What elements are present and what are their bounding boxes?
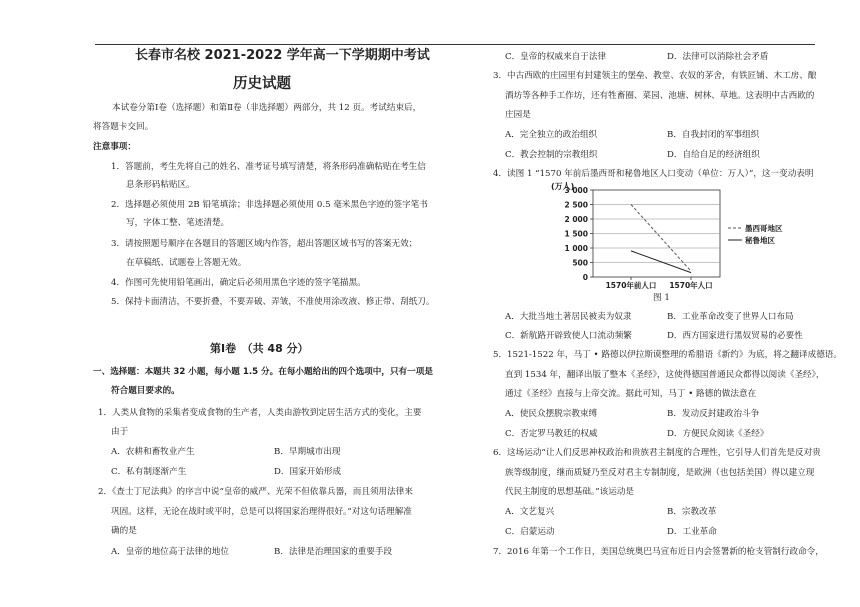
section-instruction: 符合题目要求的。 bbox=[111, 386, 180, 396]
q1-option-d: D．国家开始形成 bbox=[274, 467, 342, 477]
q2-stem: 2．《查士丁尼法典》的序言中说“皇帝的威严、光荣不但依靠兵器，而且须用法律来 bbox=[98, 487, 413, 497]
q6-stem: 代民主制度的思想基础。”该运动是 bbox=[505, 487, 635, 497]
y-tick-label: 2 000 bbox=[564, 215, 588, 224]
q6-option-c: C．启蒙运动 bbox=[505, 527, 555, 537]
notes-heading: 注意事项： bbox=[93, 142, 136, 152]
y-tick-label: 500 bbox=[572, 258, 588, 268]
q2-option-a: A．皇帝的地位高于法律的地位 bbox=[111, 547, 229, 557]
q3-option-b: B．自我封闭的军事组织 bbox=[667, 130, 760, 140]
q5-option-c: C．否定罗马教廷的权威 bbox=[505, 429, 598, 439]
q4-option-d: D．西方国家进行黑奴贸易的必要性 bbox=[667, 331, 803, 341]
q2-stem: 确的是 bbox=[111, 526, 137, 536]
legend-label: 秘鲁地区 bbox=[745, 236, 775, 245]
note-line: 息条形码粘贴区。 bbox=[126, 180, 195, 190]
intro-line: 本试卷分第Ⅰ卷（选择题）和第Ⅱ卷（非选择题）两部分，共 12 页。考试结束后， bbox=[112, 103, 422, 113]
q3-stem: 酒坊等各种手工作坊，还有牲畜圈、菜园、池塘、树林、草地。这表明中古西欧的 bbox=[505, 91, 815, 101]
q6-option-b: B．宗教改革 bbox=[667, 507, 717, 517]
population-chart bbox=[545, 180, 805, 310]
q6-option-a: A．文艺复兴 bbox=[505, 507, 555, 517]
note-line: 2．选择题必须使用 2B 铅笔填涂；非选择题必须使用 0.5 毫米黑色字迹的签字笔书 bbox=[111, 200, 428, 210]
q5-stem: 5．1521-1522 年，马丁 • 路德以伊拉斯谟整理的希腊语《新约》为底，将之翻译成德语。 bbox=[493, 350, 842, 360]
q4-stem: 4．读图 1 “1570 年前后墨西哥和秘鲁地区人口变动（单位：万人）”，这一变动表明 bbox=[493, 169, 814, 179]
q4-option-c: C．新航路开辟致使人口流动频繁 bbox=[505, 331, 632, 341]
q2-stem: 巩固。这样，无论在战时或平时，总是可以将国家治理得很好。”对这句话理解准 bbox=[111, 507, 412, 517]
q2-option-b: B．法律是治理国家的重要手段 bbox=[274, 547, 393, 557]
y-tick-label: 1 500 bbox=[564, 229, 588, 239]
top-rule bbox=[95, 44, 815, 45]
note-line: 4．作图可先使用铅笔画出，确定后必须用黑色字迹的签字笔描黑。 bbox=[111, 278, 366, 288]
q5-stem: 直到 1534 年，翻译出版了整本《圣经》，这使得德国普通民众都得以阅读《圣经》， bbox=[505, 370, 825, 380]
q7-stem: 7．2016 年第一个工作日，美国总统奥巴马宣布近日内会签署新的枪支管制行政命令， bbox=[493, 547, 824, 557]
section-heading: 第Ⅰ卷 （共 48 分） bbox=[210, 342, 309, 355]
series-line-1 bbox=[631, 205, 691, 272]
q4-option-a: A．大批当地土著居民被卖为奴隶 bbox=[505, 312, 632, 322]
y-tick-label: 1 000 bbox=[564, 244, 588, 253]
intro-line: 将答题卡交回。 bbox=[93, 122, 154, 132]
note-line: 1．答题前，考生先将自己的姓名、准考证号填写清楚，将条形码准确粘贴在考生信 bbox=[111, 162, 426, 172]
y-tick-label: 3 000 bbox=[564, 186, 588, 195]
x-tick-label: 1570年前人口 bbox=[605, 281, 657, 290]
q5-stem: 通过《圣经》直接与上帝交流。据此可知，马丁 • 路德的做法意在 bbox=[505, 389, 757, 399]
q1-stem: 1．人类从食物的采集者变成食物的生产者，人类由游牧到定居生活方式的变化，主要 bbox=[98, 408, 422, 418]
y-axis-label: (万人) bbox=[551, 182, 575, 191]
y-tick-label: 2 500 bbox=[564, 200, 588, 210]
section-instruction: 一、选择题：本题共 32 小题，每小题 1.5 分。在每小题给出的四个选项中，只有一项是 bbox=[93, 367, 433, 377]
x-tick-label: 1570年人口 bbox=[669, 281, 713, 290]
q4-option-b: B．工业革命改变了世界人口布局 bbox=[667, 312, 794, 322]
q5-option-a: A．使民众摆脱宗教束缚 bbox=[505, 409, 598, 419]
q5-option-b: B．发动反封建政治斗争 bbox=[667, 409, 760, 419]
q1-option-b: B．早期城市出现 bbox=[274, 447, 341, 457]
q3-option-d: D．自给自足的经济组织 bbox=[667, 150, 760, 160]
q2-option-d: D．法律可以消除社会矛盾 bbox=[667, 52, 769, 62]
q3-option-a: A．完全独立的政治组织 bbox=[505, 130, 598, 140]
q3-stem: 庄园是 bbox=[505, 110, 531, 120]
note-line: 5．保持卡面清洁，不要折叠，不要弄破、弄皱，不准使用涂改液、修正带、刮纸刀。 bbox=[111, 297, 435, 307]
q3-stem: 3．中古西欧的庄园里有封建领主的堡垒、教堂、农奴的茅舍，有铁匠铺、木工房、酿 bbox=[493, 71, 817, 81]
q6-stem: 族等级制度，继而质疑乃至反对君主专制制度，是欧洲（也包括美国）得以建立现 bbox=[505, 468, 815, 478]
exam-title: 长春市名校 2021-2022 学年高一下学期期中考试 bbox=[135, 48, 430, 63]
exam-subtitle: 历史试题 bbox=[233, 76, 291, 92]
note-line: 写，字体工整、笔迹清楚。 bbox=[126, 218, 230, 228]
y-tick-label: 0 bbox=[582, 273, 588, 282]
q6-stem: 6．这场运动“让人们反思神权政治和贵族君主制度的合理性，它引导人们首先是反对贵 bbox=[493, 448, 821, 458]
q6-option-d: D．工业革命 bbox=[667, 527, 717, 537]
figure-caption: 图 1 bbox=[653, 293, 670, 303]
q5-option-d: D．方便民众阅读《圣经》 bbox=[667, 429, 769, 439]
note-line: 3．请按照题号顺序在各题目的答题区域内作答，超出答题区域书写的答案无效； bbox=[111, 239, 418, 249]
legend-label: 墨西哥地区 bbox=[745, 224, 783, 233]
q2-option-c: C．皇帝的权威来自于法律 bbox=[505, 52, 607, 62]
note-line: 在草稿纸、试题卷上答题无效。 bbox=[126, 258, 247, 268]
q3-option-c: C．教会控制的宗教组织 bbox=[505, 150, 598, 160]
q1-option-a: A．农耕和畜牧业产生 bbox=[111, 447, 195, 457]
q1-option-c: C．私有制逐渐产生 bbox=[111, 467, 187, 477]
q1-stem: 由于 bbox=[111, 427, 129, 437]
